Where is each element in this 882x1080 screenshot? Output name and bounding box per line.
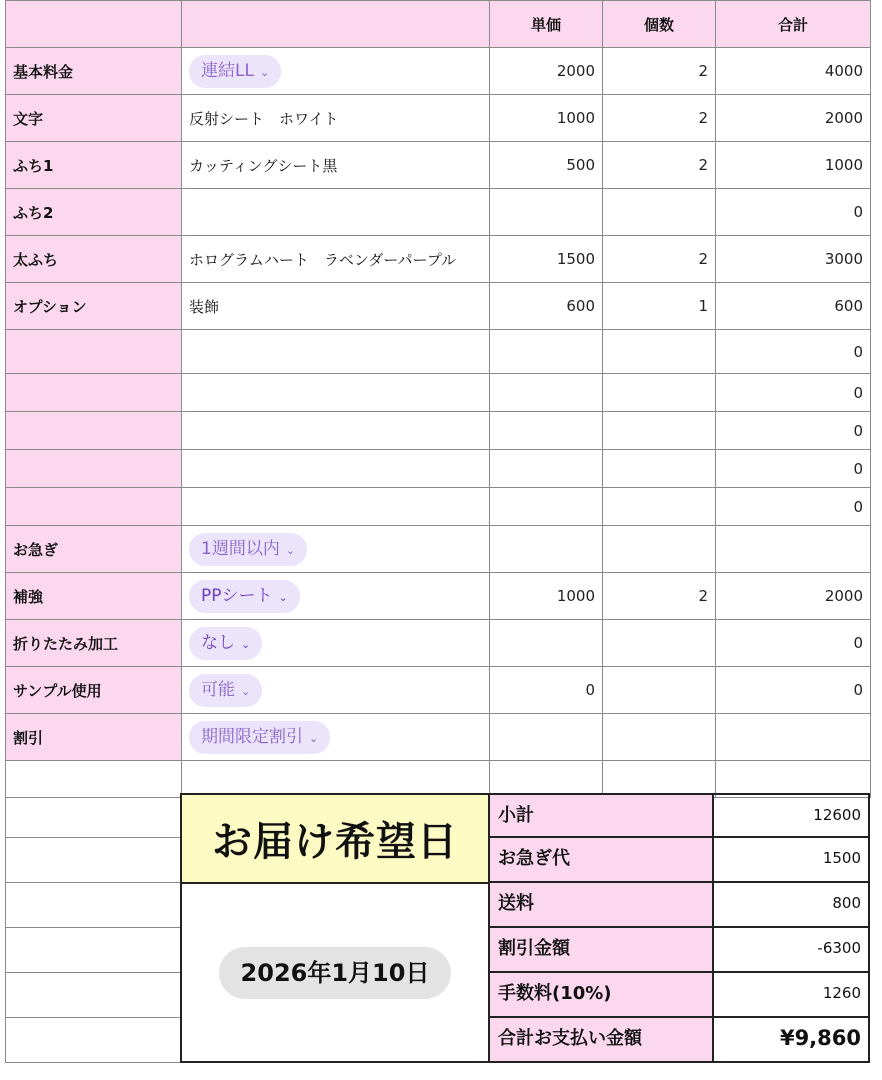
row-label: 文字 <box>6 95 182 142</box>
unit-price-cell[interactable]: 1000 <box>490 95 603 142</box>
table-row <box>6 48 871 95</box>
total-cell <box>716 714 871 761</box>
row-item-cell[interactable] <box>182 714 490 761</box>
chevron-down-icon: ⌄ <box>241 637 251 651</box>
row-label <box>6 330 182 374</box>
unit-price-cell[interactable] <box>490 714 603 761</box>
summary-label: お急ぎ代 <box>488 836 714 883</box>
table-row <box>6 142 871 189</box>
table-row <box>6 761 871 798</box>
unit-price-cell[interactable]: 0 <box>490 667 603 714</box>
unit-price-cell[interactable] <box>490 189 603 236</box>
row-label: サンプル使用 <box>6 667 182 714</box>
row-item-cell[interactable]: 装飾 <box>182 283 490 330</box>
row-item-cell[interactable] <box>182 189 490 236</box>
row-label: ふち2 <box>6 189 182 236</box>
row-item-cell[interactable] <box>182 450 490 488</box>
row-label: 折りたたみ加工 <box>6 620 182 667</box>
summary-label: 割引金額 <box>488 926 714 973</box>
unit-price-cell[interactable]: 2000 <box>490 48 603 95</box>
item-dropdown[interactable] <box>189 533 307 566</box>
row-item-cell[interactable] <box>182 526 490 573</box>
quantity-cell[interactable] <box>603 526 716 573</box>
row-item-cell[interactable] <box>182 330 490 374</box>
row-label: お急ぎ <box>6 526 182 573</box>
summary-label: 送料 <box>488 881 714 928</box>
unit-price-cell[interactable]: 1000 <box>490 573 603 620</box>
quantity-cell[interactable] <box>603 488 716 526</box>
item-dropdown[interactable] <box>189 580 300 613</box>
delivery-title: お届け希望日 <box>212 819 458 865</box>
table-row <box>6 488 871 526</box>
total-cell: 0 <box>716 374 871 412</box>
unit-price-cell[interactable] <box>490 374 603 412</box>
total-cell: 3000 <box>716 236 871 283</box>
quantity-cell[interactable]: 2 <box>603 142 716 189</box>
delivery-title-box <box>180 793 490 884</box>
summary-label: 手数料(10%) <box>488 971 714 1018</box>
summary-value: 12600 <box>712 793 870 838</box>
summary-row <box>488 838 870 883</box>
chevron-down-icon: ⌄ <box>241 684 251 698</box>
table-row <box>6 374 871 412</box>
table-row <box>6 236 871 283</box>
table-row <box>6 189 871 236</box>
row-label: オプション <box>6 283 182 330</box>
table-row <box>6 412 871 450</box>
table-row <box>6 667 871 714</box>
row-label <box>6 412 182 450</box>
item-dropdown[interactable] <box>189 721 330 754</box>
header-item-cell <box>182 1 490 48</box>
summary-table <box>488 793 870 1063</box>
quantity-cell[interactable] <box>603 412 716 450</box>
total-cell: 600 <box>716 283 871 330</box>
row-item-cell[interactable]: 反射シート ホワイト <box>182 95 490 142</box>
total-cell: 0 <box>716 189 871 236</box>
header-unit-price: 単価 <box>490 1 603 48</box>
row-label: 補強 <box>6 573 182 620</box>
unit-price-cell[interactable]: 1500 <box>490 236 603 283</box>
row-label <box>6 450 182 488</box>
header-label-cell <box>6 1 182 48</box>
row-label <box>6 374 182 412</box>
total-cell: 0 <box>716 450 871 488</box>
header-quantity: 個数 <box>603 1 716 48</box>
unit-price-cell[interactable] <box>490 412 603 450</box>
row-item-cell[interactable] <box>182 412 490 450</box>
quantity-cell[interactable] <box>603 374 716 412</box>
row-item-cell[interactable] <box>182 761 490 798</box>
item-dropdown[interactable] <box>189 55 281 88</box>
table-row <box>6 526 871 573</box>
total-cell: 0 <box>716 620 871 667</box>
chevron-down-icon: ⌄ <box>259 65 270 79</box>
quantity-cell[interactable] <box>603 667 716 714</box>
total-cell: 2000 <box>716 95 871 142</box>
row-item-cell[interactable] <box>182 573 490 620</box>
row-item-cell[interactable] <box>182 667 490 714</box>
row-item-cell[interactable]: カッティングシート黒 <box>182 142 490 189</box>
quantity-cell[interactable]: 2 <box>603 95 716 142</box>
summary-row <box>488 1018 870 1063</box>
chevron-down-icon: ⌄ <box>285 543 296 557</box>
total-cell: 0 <box>716 412 871 450</box>
summary-row <box>488 793 870 838</box>
quantity-cell[interactable] <box>603 450 716 488</box>
total-cell: 2000 <box>716 573 871 620</box>
unit-price-cell[interactable] <box>490 620 603 667</box>
item-dropdown-label: 期間限定割引 <box>201 726 303 747</box>
total-cell: 0 <box>716 330 871 374</box>
row-label: ふち1 <box>6 142 182 189</box>
row-label <box>6 761 182 798</box>
table-row <box>6 450 871 488</box>
row-item-cell[interactable] <box>182 374 490 412</box>
summary-value: ¥9,860 <box>712 1016 870 1063</box>
summary-row <box>488 883 870 928</box>
row-label: 割引 <box>6 714 182 761</box>
unit-price-cell[interactable] <box>490 526 603 573</box>
summary-row <box>488 928 870 973</box>
summary-row <box>488 973 870 1018</box>
summary-value: 1260 <box>712 971 870 1018</box>
total-cell: 1000 <box>716 142 871 189</box>
row-item-cell[interactable] <box>182 620 490 667</box>
unit-price-cell[interactable] <box>490 450 603 488</box>
summary-value: 800 <box>712 881 870 928</box>
quantity-cell[interactable] <box>603 620 716 667</box>
summary-value: 1500 <box>712 836 870 883</box>
delivery-date-pill[interactable]: 2026年1月10日 <box>219 947 452 999</box>
total-cell: 4000 <box>716 48 871 95</box>
unit-price-cell[interactable]: 500 <box>490 142 603 189</box>
item-dropdown[interactable] <box>189 674 262 707</box>
item-dropdown-label: 可能 <box>201 679 235 700</box>
row-item-cell[interactable] <box>182 488 490 526</box>
row-label <box>6 488 182 526</box>
table-row <box>6 330 871 374</box>
unit-price-cell[interactable] <box>490 330 603 374</box>
total-cell <box>716 526 871 573</box>
header-row <box>6 1 871 48</box>
unit-price-cell[interactable]: 600 <box>490 283 603 330</box>
table-row <box>6 283 871 330</box>
total-cell: 0 <box>716 667 871 714</box>
quantity-cell[interactable]: 2 <box>603 236 716 283</box>
table-row <box>6 714 871 761</box>
quantity-cell[interactable]: 2 <box>603 48 716 95</box>
quantity-cell[interactable]: 1 <box>603 283 716 330</box>
header-total: 合計 <box>716 1 871 48</box>
quantity-cell[interactable] <box>603 189 716 236</box>
item-dropdown[interactable] <box>189 627 262 660</box>
item-dropdown-label: なし <box>201 632 235 653</box>
unit-price-cell[interactable] <box>490 488 603 526</box>
item-dropdown-label: 連結LL <box>201 60 254 81</box>
summary-value: -6300 <box>712 926 870 973</box>
chevron-down-icon: ⌄ <box>309 731 319 745</box>
row-item-cell[interactable]: ホログラムハート ラベンダーパープル <box>182 236 490 283</box>
table-row <box>6 620 871 667</box>
quote-table <box>5 0 871 798</box>
table-row <box>6 573 871 620</box>
unit-price-cell[interactable] <box>490 761 603 798</box>
row-label: 基本料金 <box>6 48 182 95</box>
total-cell: 0 <box>716 488 871 526</box>
item-dropdown-label: PPシート <box>201 585 273 606</box>
quantity-cell[interactable] <box>603 714 716 761</box>
row-item-cell[interactable] <box>182 48 490 95</box>
item-dropdown-label: 1週間以内 <box>201 538 280 559</box>
left-empty-column <box>5 793 181 1063</box>
summary-label: 合計お支払い金額 <box>488 1016 714 1063</box>
table-row <box>6 95 871 142</box>
quantity-cell[interactable] <box>603 761 716 798</box>
quantity-cell[interactable]: 2 <box>603 573 716 620</box>
summary-label: 小計 <box>488 793 714 838</box>
chevron-down-icon: ⌄ <box>278 590 288 604</box>
quantity-cell[interactable] <box>603 330 716 374</box>
total-cell <box>716 761 871 798</box>
row-label: 太ふち <box>6 236 182 283</box>
delivery-date-box <box>180 882 490 1063</box>
